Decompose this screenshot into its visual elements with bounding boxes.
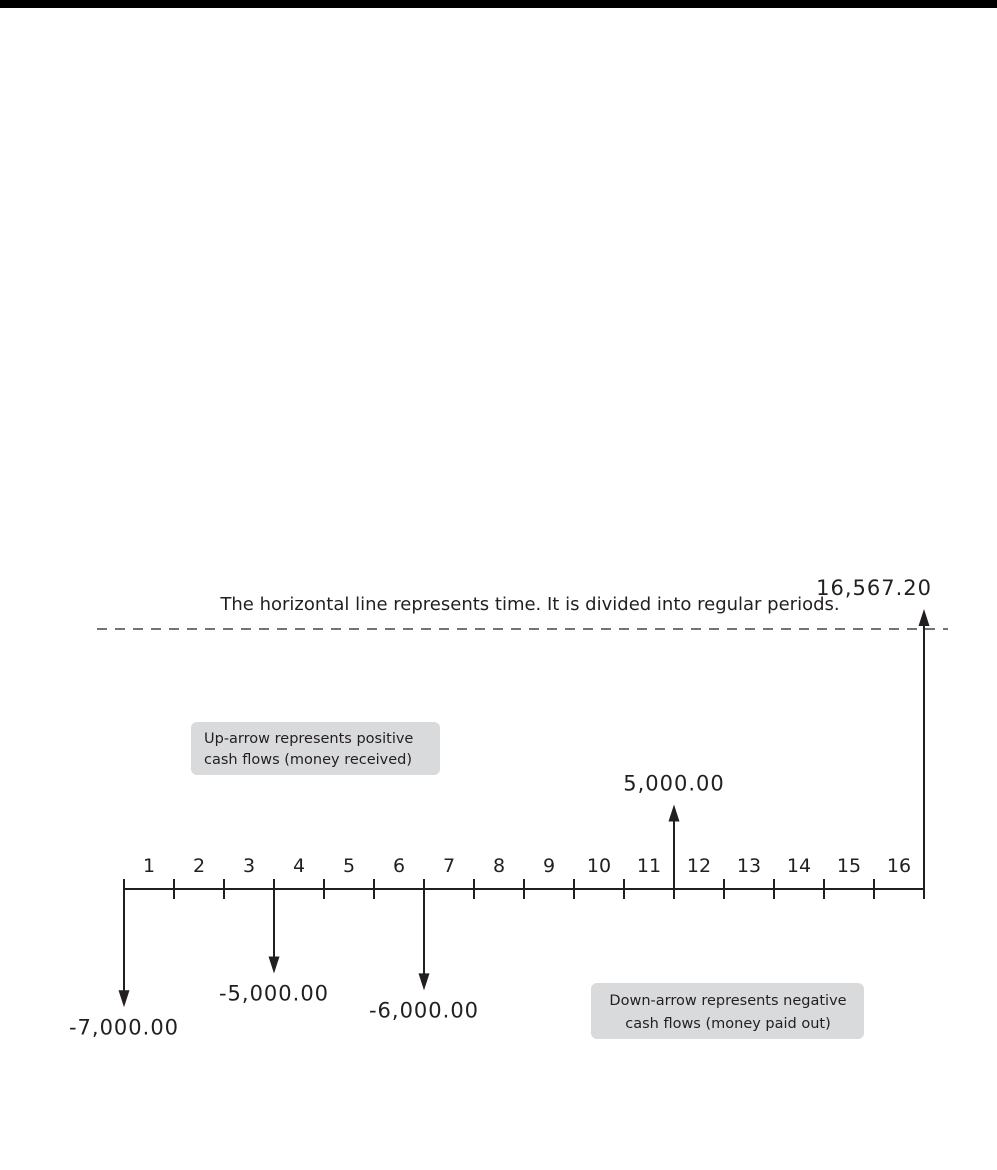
- positive-note: [191, 722, 440, 775]
- negative-cash-flow: [69, 889, 179, 1039]
- period-label: 5: [342, 855, 356, 877]
- arrow-down-head: [269, 957, 280, 974]
- arrow-down-head: [419, 973, 430, 990]
- period-label: 2: [192, 855, 206, 877]
- cash-flow-amount-label: 16,567.20: [816, 576, 932, 601]
- negative-cash-flow: [219, 889, 329, 1006]
- period-label: 12: [686, 855, 712, 877]
- negative-note-line-2: cash flows (money paid out): [625, 1016, 831, 1032]
- period-labels: [143, 855, 911, 877]
- period-label: 16: [886, 855, 912, 877]
- period-label: 10: [586, 855, 612, 877]
- period-label: 7: [442, 855, 456, 877]
- cash-flow-amount-label: 5,000.00: [623, 771, 725, 796]
- arrow-up-head: [919, 609, 930, 626]
- period-label: 14: [786, 855, 812, 877]
- period-label: 1: [142, 855, 156, 877]
- positive-note-line-1: Up-arrow represents positive: [204, 731, 414, 747]
- cash-flow-amount-label: -6,000.00: [368, 998, 480, 1023]
- arrow-down-head: [119, 990, 130, 1007]
- cash-flow-arrows: [69, 576, 932, 1039]
- period-label: 15: [836, 855, 862, 877]
- period-label: 11: [636, 855, 662, 877]
- cash-flow-amount-label: -7,000.00: [68, 1015, 180, 1040]
- period-label: 8: [492, 855, 506, 877]
- period-label: 6: [392, 855, 406, 877]
- arrow-up-head: [669, 805, 680, 822]
- period-label: 13: [736, 855, 762, 877]
- positive-note-line-2: cash flows (money received): [204, 752, 413, 768]
- period-label: 3: [242, 855, 256, 877]
- positive-cash-flow: [816, 576, 932, 889]
- cash-flow-amount-label: -5,000.00: [218, 981, 330, 1006]
- diagram-caption: The horizontal line represents time. It is divided into regular periods.: [220, 594, 840, 615]
- period-label: 9: [542, 855, 556, 877]
- negative-cash-flow: [369, 889, 479, 1022]
- period-label: 4: [292, 855, 306, 877]
- negative-note: [591, 983, 864, 1039]
- negative-note-line-1: Down-arrow represents negative: [609, 993, 847, 1009]
